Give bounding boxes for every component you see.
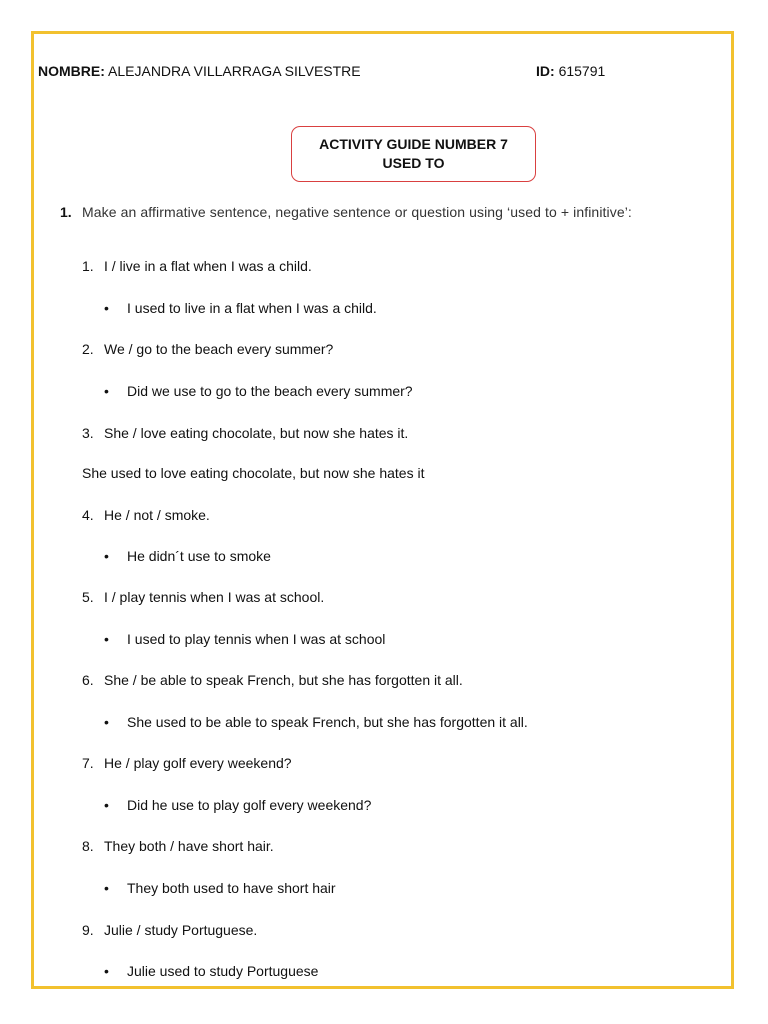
exercise-number: 8. — [82, 838, 94, 854]
answer-text: They both used to have short hair — [127, 880, 336, 896]
name-value: ALEJANDRA VILLARRAGA SILVESTRE — [108, 63, 361, 79]
exercise-prompt — [82, 838, 274, 854]
exercise-number: 6. — [82, 672, 94, 688]
bullet-icon: • — [104, 383, 109, 399]
prompt-text: She / love eating chocolate, but now she hates it. — [104, 425, 409, 441]
exercise-answer — [104, 548, 271, 564]
answer-text: I used to live in a flat when I was a child. — [127, 300, 377, 316]
prompt-text: He / play golf every weekend? — [104, 755, 292, 771]
bullet-icon: • — [104, 300, 109, 316]
exercise-answer — [104, 300, 377, 316]
exercise-answer — [104, 797, 371, 813]
exercise-prompt — [82, 589, 324, 605]
exercise-answer — [104, 880, 336, 896]
bullet-icon: • — [104, 631, 109, 647]
exercise-number: 5. — [82, 589, 94, 605]
exercise-answer — [104, 631, 385, 647]
prompt-text: Julie / study Portuguese. — [104, 922, 258, 938]
bullet-icon: • — [104, 548, 109, 564]
answer-text: I used to play tennis when I was at school — [127, 631, 386, 647]
id-label: ID: — [536, 63, 555, 79]
answer-text: He didn´t use to smoke — [127, 548, 271, 564]
name-label: NOMBRE: — [38, 63, 105, 79]
exercise-answer — [104, 963, 318, 979]
exercise-number: 2. — [82, 341, 94, 357]
bullet-icon: • — [104, 797, 109, 813]
student-id — [536, 63, 605, 79]
exercise-prompt — [82, 341, 333, 357]
answer-text: Julie used to study Portuguese — [127, 963, 319, 979]
exercise-prompt — [82, 258, 312, 274]
student-name — [38, 63, 361, 79]
bullet-icon: • — [104, 880, 109, 896]
prompt-text: I / live in a flat when I was a child. — [104, 258, 312, 274]
exercise-number: 3. — [82, 425, 94, 441]
exercise-answer — [82, 465, 424, 481]
bullet-icon: • — [104, 963, 109, 979]
answer-text: She used to be able to speak French, but she has forgotten it all. — [127, 714, 528, 730]
id-value: 615791 — [558, 63, 606, 79]
exercise-number: 7. — [82, 755, 94, 771]
bullet-icon: • — [104, 714, 109, 730]
instruction-number: 1. — [60, 204, 72, 220]
prompt-text: He / not / smoke. — [104, 507, 210, 523]
prompt-text: She / be able to speak French, but she has forgotten it all. — [104, 672, 463, 688]
exercise-prompt — [82, 922, 257, 938]
exercise-number: 4. — [82, 507, 94, 523]
exercise-number: 9. — [82, 922, 94, 938]
answer-text: Did we use to go to the beach every summer? — [127, 383, 413, 399]
instruction — [60, 204, 632, 220]
exercise-answer — [104, 714, 528, 730]
exercise-answer — [104, 383, 413, 399]
answer-text: Did he use to play golf every weekend? — [127, 797, 372, 813]
answer-text: She used to love eating chocolate, but now she hates it — [82, 465, 425, 481]
exercise-prompt — [82, 672, 463, 688]
title-line-1: ACTIVITY GUIDE NUMBER 7 — [319, 136, 508, 152]
prompt-text: I / play tennis when I was at school. — [104, 589, 325, 605]
exercise-prompt — [82, 755, 292, 771]
instruction-text: Make an affirmative sentence, negative sentence or question using ‘used to + infinitive’: — [82, 204, 632, 220]
exercise-number: 1. — [82, 258, 94, 274]
title-box — [291, 126, 536, 182]
title-line-2: USED TO — [382, 155, 445, 171]
exercise-prompt — [82, 425, 408, 441]
exercise-prompt — [82, 507, 210, 523]
prompt-text: We / go to the beach every summer? — [104, 341, 334, 357]
prompt-text: They both / have short hair. — [104, 838, 274, 854]
